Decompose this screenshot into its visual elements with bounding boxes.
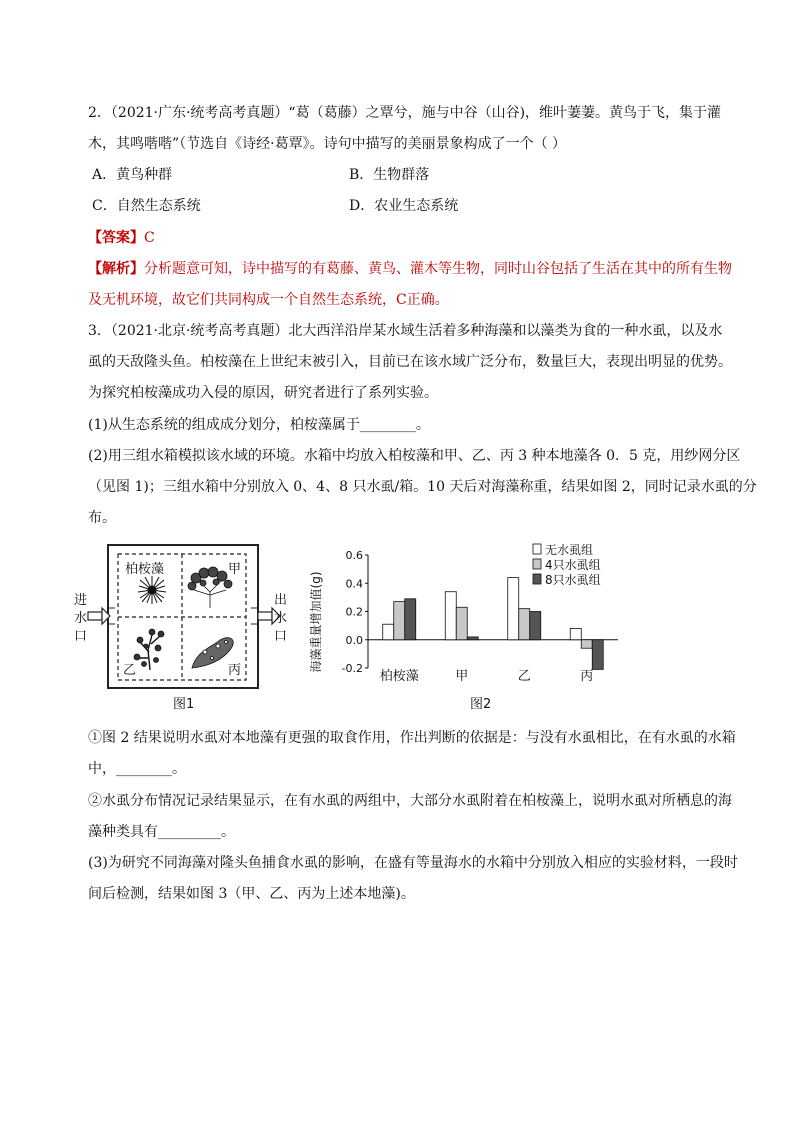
inlet-label-3: 口 <box>74 629 88 644</box>
y-tick-label: -0.2 <box>341 662 363 675</box>
legend-label: 无水虱组 <box>545 543 594 557</box>
q3-sub1: (1)从生态系统的组成成分划分，柏桉藻属于________。 <box>88 417 430 433</box>
q2-analysis-line2: 及无机环境，故它们共同构成一个自然生态系统，C正确。 <box>88 292 449 308</box>
q3-sub2-line2: （见图 1)；三组水箱中分别放入 0、4、8 只水虱/箱。10 天后对海藻称重，结果如图 2，同时记录水虱的分 <box>88 479 757 495</box>
bar <box>467 637 478 640</box>
q2-stem-line1: 2．（2021·广东·统考高考真题）“葛（葛藤）之覃兮，施与中谷（山谷)，维叶萋萋。黄鸟于飞，集于灌 <box>88 105 722 121</box>
y-tick-label: 0.4 <box>345 577 363 591</box>
bars <box>383 578 604 670</box>
q3-sub3-line2: 间后检测，结果如图 3（甲、乙、丙为上述本地藻)。 <box>88 886 415 902</box>
label-yi: 乙 <box>123 663 137 678</box>
y-axis-label: 海藻重量增加值(g) <box>309 571 323 673</box>
figure2-bar-chart <box>300 540 640 715</box>
bar <box>405 599 416 640</box>
label-baianzao: 柏桉藻 <box>125 562 165 577</box>
q3-stem-line1: 3．（2021·北京·统考高考真题）北大西洋沿岸某水域生活着多种海藻和以藻类为食的一种水虱，以及水 <box>88 323 723 339</box>
category-labels <box>380 668 594 684</box>
bar <box>383 624 394 640</box>
outlet-label-3: 口 <box>274 629 288 644</box>
seaweed-baianzao-icon <box>138 576 166 604</box>
category-label: 乙 <box>517 669 531 684</box>
bar <box>530 612 541 640</box>
bar <box>592 640 603 670</box>
q3-q1-line1: ①图 2 结果说明水虱对本地藻有更强的取食作用，作出判断的依据是：与没有水虱相比，在有水虱的水箱 <box>88 730 736 746</box>
analysis-text-1: 分析题意可知，诗中描写的有葛藤、黄鸟、灌木等生物，同时山谷包括了生活在其中的所有生物 <box>144 261 732 277</box>
q2-option-a: A．黄鸟种群 <box>92 167 173 183</box>
seaweed-jia-icon <box>188 567 232 608</box>
q2-stem-line2: 木，其鸣喈喈”（节选自《诗经·葛覃》。诗句中描写的美丽景象构成了一个（ ） <box>88 136 567 152</box>
legend-label: 4只水虱组 <box>545 558 601 572</box>
label-bing: 丙 <box>228 663 242 678</box>
figure1-tank-diagram <box>70 540 290 715</box>
bar <box>445 592 456 640</box>
outlet-label-2: 水 <box>274 611 288 626</box>
category-label: 丙 <box>580 669 594 684</box>
q2-option-c: C．自然生态系统 <box>92 198 201 214</box>
q3-sub2-line3: 布。 <box>88 510 116 526</box>
figure1-caption: 图1 <box>173 697 195 712</box>
legend-swatch <box>533 544 541 554</box>
bar <box>570 628 581 639</box>
answer-value: C <box>144 230 155 246</box>
q2-option-d: D．农业生态系统 <box>349 198 459 214</box>
legend-swatch <box>533 559 541 569</box>
seaweed-yi-icon <box>134 629 164 670</box>
q3-sub2-line1: (2)用三组水箱模拟该水域的环境。水箱中均放入柏桉藻和甲、乙、丙 3 种本地藻各 0．5 克，用纱网分区 <box>88 448 741 464</box>
legend <box>533 542 601 587</box>
figure2-caption: 图2 <box>470 697 492 712</box>
q3-q2-line2: 藻种类具有_________。 <box>88 824 235 840</box>
legend-swatch <box>533 574 541 584</box>
q2-analysis-line1 <box>88 259 732 279</box>
bar <box>508 578 519 640</box>
category-label: 甲 <box>455 669 469 684</box>
q2-option-b: B．生物群落 <box>349 167 430 183</box>
category-label: 柏桉藻 <box>379 669 419 684</box>
inlet-arrow-icon <box>88 608 110 624</box>
y-tick-label: 0.0 <box>345 633 363 647</box>
bar <box>456 607 467 639</box>
y-ticks <box>342 549 368 675</box>
q3-stem-line2: 虱的天敌隆头鱼。柏桉藻在上世纪末被引入，目前已在该水域广泛分布，数量巨大，表现出明显的优势。 <box>88 354 732 370</box>
bar <box>394 602 405 640</box>
q3-q1-line2: 中，________。 <box>88 761 186 777</box>
label-jia: 甲 <box>228 562 242 577</box>
y-tick-label: 0.2 <box>345 605 363 619</box>
answer-tag: 【答案】 <box>88 230 144 246</box>
bar <box>581 640 592 648</box>
q2-answer <box>88 228 155 248</box>
outlet-label-1: 出 <box>274 593 288 608</box>
inlet-label-2: 水 <box>74 611 88 626</box>
q3-stem-line3: 为探究柏桉藻成功入侵的原因，研究者进行了系列实验。 <box>88 385 438 401</box>
bar <box>519 609 530 640</box>
analysis-tag: 【解析】 <box>88 261 144 277</box>
y-tick-label: 0.6 <box>345 549 363 562</box>
q3-q2-line1: ②水虱分布情况记录结果显示，在有水虱的两组中，大部分水虱附着在柏桉藻上，说明水虱对所栖息的海 <box>88 793 732 809</box>
legend-label: 8只水虱组 <box>545 573 601 587</box>
q3-sub3-line1: (3)为研究不同海藻对隆头鱼捕食水虱的影响，在盛有等量海水的水箱中分别放入相应的实验材料，一段时 <box>88 855 738 871</box>
inlet-label-1: 进 <box>74 593 88 608</box>
